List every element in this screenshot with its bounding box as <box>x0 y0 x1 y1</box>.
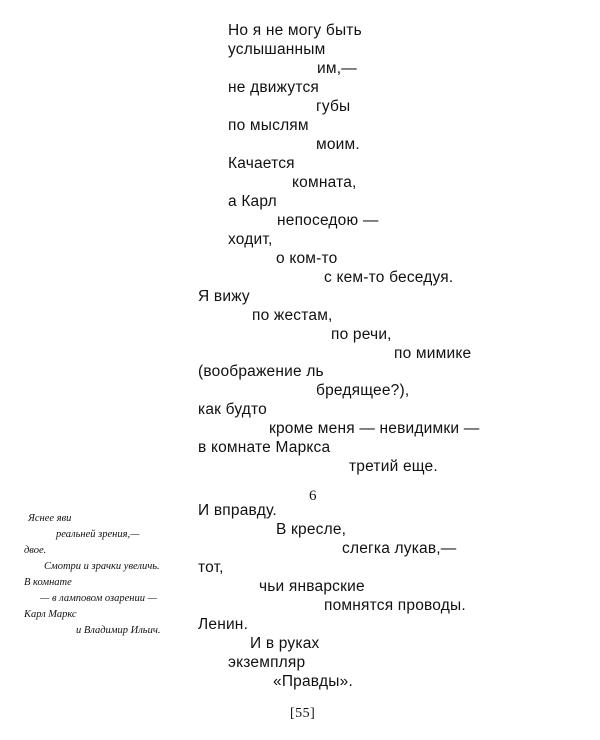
poem-line: В кресле, <box>276 521 347 538</box>
margin-note-line: двое. <box>24 545 47 556</box>
page-number: [55] <box>290 706 316 721</box>
poem-line: Я вижу <box>198 288 250 305</box>
margin-note-line: реальней зрения,— <box>56 529 140 540</box>
poem-line: им,— <box>317 60 357 77</box>
poem-line: Качается <box>228 155 295 172</box>
poem-line: по жестам, <box>252 307 333 324</box>
margin-note-line: и Владимир Ильич. <box>76 625 161 636</box>
margin-note-line: Карл Маркс <box>24 609 77 620</box>
poem-line: комната, <box>292 174 357 191</box>
poem-line: экземпляр <box>228 654 306 671</box>
margin-note-line: Смотри и зрачки увеличь. <box>44 561 160 572</box>
poem-line: о ком-то <box>276 250 338 267</box>
poem-line: (воображение ль <box>198 363 324 380</box>
poem-line: губы <box>316 98 351 115</box>
poem-line: ходит, <box>228 231 273 248</box>
poem-line: по речи, <box>331 326 392 343</box>
poem-line: не движутся <box>228 79 319 96</box>
poem-line: а Карл <box>228 193 277 210</box>
poem-line: третий еще. <box>349 458 438 475</box>
poem-line: бредящее?), <box>316 382 410 399</box>
poem-line: помнятся проводы. <box>324 597 466 614</box>
poem-line: слегка лукав,— <box>342 540 457 557</box>
poem-line: кроме меня — невидимки — <box>269 420 480 437</box>
poem-line: И в руках <box>250 635 320 652</box>
poem-line: Ленин. <box>198 616 249 633</box>
poem-line: моим. <box>316 136 360 153</box>
margin-note-line: — в ламповом озарении — <box>40 593 157 604</box>
margin-note-line: Яснее яви <box>28 513 72 524</box>
poem-line: И вправду. <box>198 502 277 519</box>
poem-line: с кем-то беседуя. <box>324 269 454 286</box>
poem-line: по мимике <box>394 345 472 362</box>
section-number: 6 <box>309 488 317 504</box>
poem-line: Но я не могу быть <box>228 22 362 39</box>
poem-line: тот, <box>198 559 224 576</box>
poem-line: в комнате Маркса <box>198 439 331 456</box>
poem-line: чьи январские <box>259 578 365 595</box>
margin-note-line: В комнате <box>24 577 72 588</box>
poem-line: по мыслям <box>228 117 309 134</box>
poem-line: «Правды». <box>273 673 353 690</box>
poem-line: непоседою — <box>277 212 379 229</box>
poem-line: услышанным <box>228 41 326 58</box>
poem-line: как будто <box>198 401 267 418</box>
